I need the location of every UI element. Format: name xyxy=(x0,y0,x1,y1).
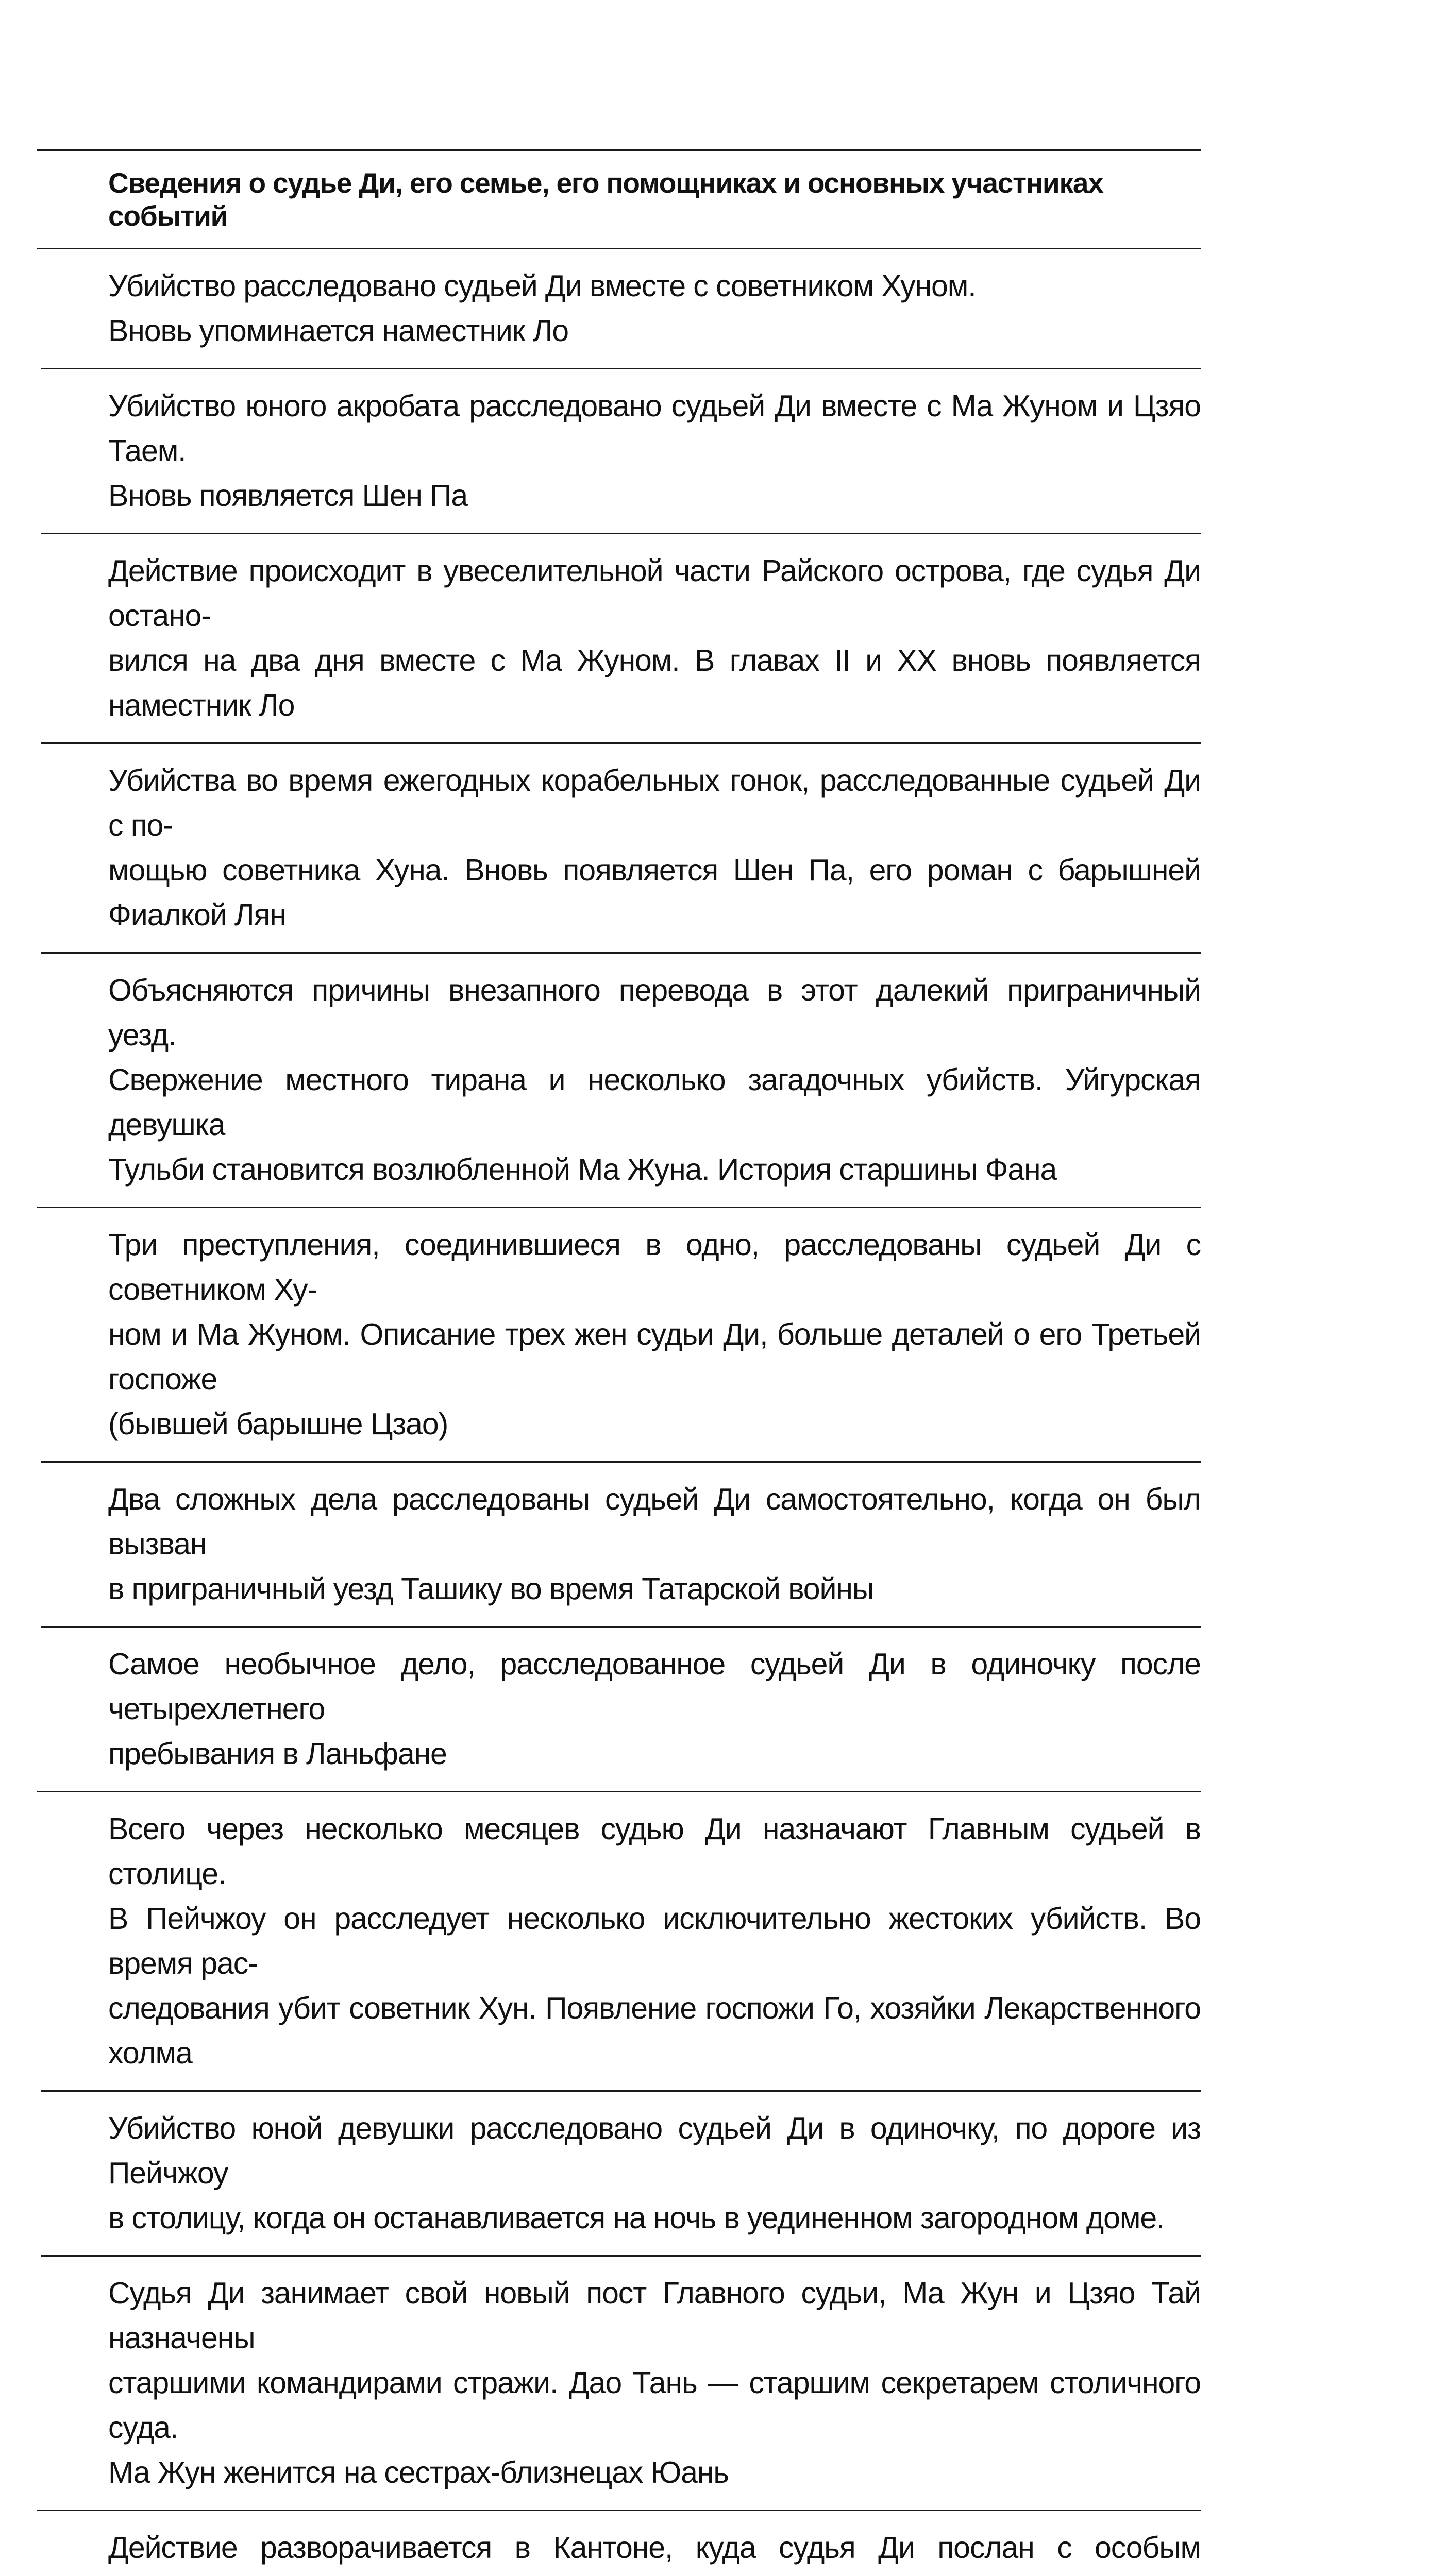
row-line: Вновь появляется Шен Па xyxy=(108,479,468,513)
table-body xyxy=(41,249,1201,2576)
row-line: Убийство юной девушки расследовано судьей Ди в одиночку, по дороге из Пейчжоу xyxy=(108,2111,1201,2190)
table-row xyxy=(41,2092,1201,2255)
row-line: Действие происходит в увеселительной части Райского острова, где судья Ди остано- xyxy=(108,554,1201,633)
row-line: Самое необычное дело, расследованное судьей Ди в одиночку после четырехлетнего xyxy=(108,1647,1201,1726)
table-header xyxy=(41,151,1201,248)
row-line: Всего через несколько месяцев судью Ди назначают Главным судьей в столице. xyxy=(108,1812,1201,1891)
row-line: в столицу, когда он останавливается на ночь в уединенном загородном доме. xyxy=(108,2201,1165,2235)
row-line: Тульби становится возлюбленной Ма Жуна. История старшины Фана xyxy=(108,1153,1057,1187)
row-line: Свержение местного тирана и несколько загадочных убийств. Уйгурская девушка xyxy=(108,1063,1201,1142)
table-row xyxy=(41,2257,1201,2510)
table-row xyxy=(41,1208,1201,1461)
row-description xyxy=(108,2271,1201,2495)
row-line: Объясняются причины внезапного перевода в этот далекий приграничный уезд. xyxy=(108,973,1201,1052)
row-description xyxy=(108,2526,1201,2576)
table-row xyxy=(41,2511,1201,2576)
row-line: Убийство расследовано судьей Ди вместе с советником Хуном. xyxy=(108,269,976,303)
row-line: Действие разворачивается в Кантоне, куда судья Ди послан с особым xyxy=(108,2531,1201,2565)
row-description xyxy=(108,1807,1201,2076)
table-row xyxy=(41,534,1201,742)
table-row xyxy=(41,1463,1201,1626)
row-description xyxy=(108,2106,1201,2241)
row-description xyxy=(108,264,1201,353)
row-line: Два сложных дела расследованы судьей Ди самостоятельно, когда он был вызван xyxy=(108,1482,1201,1561)
row-description xyxy=(108,549,1201,728)
table-header-label: Сведения о судье Ди, его семье, его помощниках и основных участниках событий xyxy=(108,167,1103,232)
row-description xyxy=(108,758,1201,938)
row-line: Судья Ди занимает свой новый пост Главного судьи, Ма Жун и Цзяо Тай назначены xyxy=(108,2276,1201,2355)
row-line: Убийства во время ежегодных корабельных гонок, расследованные судьей Ди с по- xyxy=(108,764,1201,842)
row-description xyxy=(108,1223,1201,1447)
table-row xyxy=(41,249,1201,368)
row-line: в приграничный уезд Ташику во время Татарской войны xyxy=(108,1572,874,1606)
row-line: Ма Жун женится на сестрах-близнецах Юань xyxy=(108,2455,729,2489)
row-line: ном и Ма Жуном. Описание трех жен судьи Ди, больше деталей о его Третьей госпоже xyxy=(108,1317,1201,1396)
row-description xyxy=(108,968,1201,1192)
table-row xyxy=(41,1628,1201,1791)
row-description xyxy=(108,1642,1201,1776)
row-line: следования убит советник Хун. Появление госпожи Го, хозяйки Лекарственного холма xyxy=(108,1991,1201,2070)
row-line: Убийство юного акробата расследовано судьей Ди вместе с Ма Жуном и Цзяо Таем. xyxy=(108,389,1201,468)
row-line: вился на два дня вместе с Ма Жуном. В главах II и XX вновь появляется наместник Ло xyxy=(108,643,1201,722)
case-table xyxy=(41,149,1201,2576)
table-row xyxy=(41,1792,1201,2090)
row-line: В Пейчжоу он расследует несколько исключительно жестоких убийств. Во время рас- xyxy=(108,1902,1201,1980)
row-description xyxy=(108,384,1201,518)
table-row xyxy=(41,954,1201,1207)
row-line: Вновь упоминается наместник Ло xyxy=(108,314,569,348)
row-description xyxy=(108,1477,1201,1612)
table-row xyxy=(41,744,1201,952)
table-row xyxy=(41,369,1201,533)
row-line: Три преступления, соединившиеся в одно, расследованы судьей Ди с советником Ху- xyxy=(108,1228,1201,1307)
row-line: пребывания в Ланьфане xyxy=(108,1737,447,1771)
row-line: старшими командирами стражи. Дао Тань — старшим секретарем столичного суда. xyxy=(108,2366,1201,2445)
row-line: мощью советника Хуна. Вновь появляется Шен Па, его роман с барышней Фиалкой Лян xyxy=(108,853,1201,932)
row-line: (бывшей барышне Цзао) xyxy=(108,1407,448,1441)
